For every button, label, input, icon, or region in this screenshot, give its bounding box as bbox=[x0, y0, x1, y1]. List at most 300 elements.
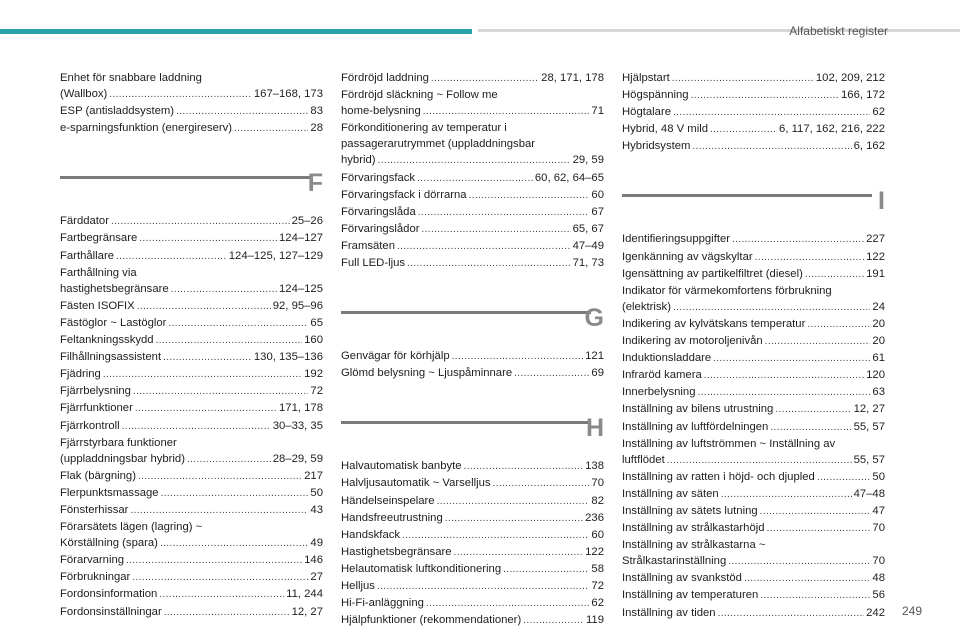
entry-term: hybrid) bbox=[341, 154, 376, 167]
index-entry bbox=[60, 519, 323, 552]
section-header bbox=[341, 404, 604, 458]
entry-page-refs: 6, 162 bbox=[853, 140, 885, 153]
leader-dots bbox=[445, 511, 583, 527]
index-entry bbox=[60, 383, 323, 400]
entry-row bbox=[622, 333, 885, 350]
leader-dots bbox=[718, 606, 865, 622]
entry-page-refs: 47 bbox=[872, 504, 885, 517]
entry-page-refs: 60 bbox=[591, 528, 604, 541]
index-entry bbox=[341, 458, 604, 475]
index-entry bbox=[341, 493, 604, 510]
entry-row bbox=[60, 569, 323, 586]
index-entry bbox=[622, 537, 885, 570]
entry-term: Genvägar för körhjälp bbox=[341, 350, 450, 363]
entry-term: Fästöglor ~ Lastöglor bbox=[60, 316, 167, 329]
entry-page-refs: 28–29, 59 bbox=[272, 452, 323, 465]
entry-row bbox=[341, 595, 604, 612]
section-divider bbox=[60, 176, 310, 179]
entry-row bbox=[622, 316, 885, 333]
entry-term: Glömd belysning ~ Ljuspåminnare bbox=[341, 367, 513, 380]
entry-row bbox=[60, 103, 323, 120]
index-entry bbox=[622, 401, 885, 418]
index-entry bbox=[60, 485, 323, 502]
entry-text-line: Farthållning via bbox=[60, 266, 137, 279]
index-entry bbox=[60, 400, 323, 417]
index-entry bbox=[341, 561, 604, 578]
entry-term: Feltankningsskydd bbox=[60, 334, 154, 347]
leader-dots bbox=[378, 153, 571, 169]
entry-term: Hjälpstart bbox=[622, 72, 670, 84]
leader-dots bbox=[122, 419, 271, 435]
entry-term: Förarvarning bbox=[60, 554, 125, 567]
entry-row bbox=[622, 401, 885, 418]
entry-term: Körställning (spara) bbox=[60, 537, 158, 550]
entry-text-line: Inställning av luftströmmen ~ Inställning av bbox=[622, 437, 836, 450]
entry-page-refs: 191 bbox=[866, 267, 885, 280]
entry-page-refs: 63 bbox=[872, 386, 885, 399]
entry-row bbox=[60, 383, 323, 400]
leader-dots bbox=[469, 188, 590, 204]
entry-term: Flerpunktsmassage bbox=[60, 486, 159, 499]
index-entry bbox=[60, 435, 323, 468]
entry-page-refs: 124–125, 127–129 bbox=[228, 249, 323, 262]
index-entry bbox=[341, 187, 604, 204]
entry-row bbox=[341, 204, 604, 221]
leader-dots bbox=[672, 71, 814, 87]
index-entry bbox=[60, 103, 323, 120]
index-entry bbox=[622, 283, 885, 316]
leader-dots bbox=[692, 139, 851, 155]
entry-term: Identifieringsuppgifter bbox=[622, 233, 731, 246]
leader-dots bbox=[397, 239, 571, 255]
entry-row bbox=[622, 419, 885, 436]
leader-dots bbox=[454, 545, 584, 561]
leader-dots bbox=[418, 205, 590, 221]
entry-row bbox=[60, 349, 323, 366]
index-entry bbox=[60, 315, 323, 332]
leader-dots bbox=[691, 88, 839, 104]
entry-row bbox=[60, 120, 323, 137]
entry-term: Handsfreeutrustning bbox=[341, 511, 443, 524]
entry-row bbox=[60, 298, 323, 315]
entry-row bbox=[341, 238, 604, 255]
entry-page-refs: 61 bbox=[872, 352, 885, 365]
entry-row bbox=[622, 553, 885, 570]
entry-term: Hi-Fi-anläggning bbox=[341, 597, 424, 610]
entry-term: Inställning av tiden bbox=[622, 606, 716, 619]
index-entry bbox=[341, 544, 604, 561]
entry-term: Fordonsinformation bbox=[60, 588, 158, 601]
entry-term: Förvaringslådor bbox=[341, 222, 420, 235]
entry-term: Inställning av sätets lutning bbox=[622, 504, 758, 517]
leader-dots bbox=[161, 486, 309, 502]
leader-dots bbox=[728, 554, 870, 570]
entry-term: home-belysning bbox=[341, 105, 421, 118]
entry-page-refs: 192 bbox=[304, 368, 323, 381]
entry-page-refs: 20 bbox=[872, 335, 885, 348]
entry-page-refs: 47–48 bbox=[853, 487, 885, 500]
section-header bbox=[341, 294, 604, 348]
entry-term: Igenkänning av vägskyltar bbox=[622, 250, 753, 263]
entry-page-refs: 43 bbox=[310, 503, 323, 516]
entry-page-refs: 171, 178 bbox=[279, 402, 323, 415]
entry-term: Fjärrfunktioner bbox=[60, 402, 133, 415]
entry-page-refs: 138 bbox=[585, 460, 604, 473]
index-column-3 bbox=[622, 70, 885, 622]
leader-dots bbox=[697, 385, 870, 401]
entry-row bbox=[622, 520, 885, 537]
entry-row bbox=[622, 87, 885, 104]
entry-row bbox=[60, 86, 323, 103]
entry-term: Inställning av ratten i höjd- och djupled bbox=[622, 470, 815, 483]
leader-dots bbox=[126, 553, 302, 569]
leader-dots bbox=[139, 231, 277, 247]
leader-dots bbox=[431, 71, 539, 87]
entry-page-refs: 236 bbox=[585, 511, 604, 524]
entry-page-refs: 28, 171, 178 bbox=[541, 72, 604, 84]
entry-page-refs: 69 bbox=[591, 367, 604, 380]
entry-term: Hybridsystem bbox=[622, 140, 691, 153]
leader-dots bbox=[377, 579, 590, 595]
entry-text-line: Fjärrstyrbara funktioner bbox=[60, 436, 177, 449]
entry-row bbox=[622, 367, 885, 384]
entry-row bbox=[622, 266, 885, 283]
entry-page-refs: 67 bbox=[591, 205, 604, 218]
leader-dots bbox=[452, 349, 584, 365]
entry-page-refs: 25–26 bbox=[291, 215, 323, 228]
leader-dots bbox=[133, 384, 308, 400]
entry-page-refs: 27 bbox=[310, 571, 323, 584]
entry-term: Inställning av temperaturen bbox=[622, 589, 759, 602]
index-entry bbox=[622, 316, 885, 333]
entry-row bbox=[60, 451, 323, 468]
entry-term: e-sparningsfunktion (energireserv) bbox=[60, 122, 233, 135]
leader-dots bbox=[775, 402, 851, 418]
index-entry bbox=[622, 249, 885, 266]
entry-page-refs: 65, 67 bbox=[572, 222, 604, 235]
index-entry bbox=[622, 503, 885, 520]
entry-term: Högspänning bbox=[622, 89, 689, 102]
entry-page-refs: 146 bbox=[304, 554, 323, 567]
index-entry bbox=[622, 384, 885, 401]
entry-page-refs: 71 bbox=[591, 105, 604, 118]
entry-page-refs: 60 bbox=[591, 188, 604, 201]
leader-dots bbox=[493, 476, 590, 492]
leader-dots bbox=[767, 521, 871, 537]
entry-row bbox=[341, 561, 604, 578]
index-entry bbox=[60, 332, 323, 349]
leader-dots bbox=[437, 494, 590, 510]
page-header-title: Alfabetiskt register bbox=[789, 24, 888, 38]
entry-term: Framsäten bbox=[341, 239, 395, 252]
entry-row bbox=[341, 578, 604, 595]
entry-term: (elektrisk) bbox=[622, 300, 671, 313]
entry-term: Inställning av strålkastarhöjd bbox=[622, 522, 765, 535]
entry-term: ESP (antisladdsystem) bbox=[60, 105, 175, 118]
index-entry bbox=[622, 266, 885, 283]
entry-term: Indikering av motoroljenivån bbox=[622, 335, 763, 348]
entry-term: luftflödet bbox=[622, 453, 665, 466]
index-entry bbox=[60, 120, 323, 137]
index-entry bbox=[341, 578, 604, 595]
entry-term: Indikering av kylvätskans temperatur bbox=[622, 317, 806, 330]
entry-page-refs: 6, 117, 162, 216, 222 bbox=[779, 123, 885, 136]
leader-dots bbox=[710, 122, 777, 138]
entry-page-refs: 70 bbox=[591, 477, 604, 490]
entry-page-refs: 48 bbox=[872, 572, 885, 585]
leader-dots bbox=[137, 299, 271, 315]
leader-dots bbox=[164, 605, 290, 621]
entry-row bbox=[60, 230, 323, 247]
leader-dots bbox=[673, 105, 870, 121]
entry-page-refs: 72 bbox=[591, 579, 604, 592]
leader-dots bbox=[171, 282, 277, 298]
header-accent-bar bbox=[0, 29, 472, 34]
leader-dots bbox=[132, 570, 308, 586]
entry-term: Inställning av säten bbox=[622, 487, 719, 500]
entry-page-refs: 58 bbox=[591, 562, 604, 575]
entry-page-refs: 102, 209, 212 bbox=[815, 72, 885, 84]
index-entry bbox=[622, 367, 885, 384]
entry-page-refs: 56 bbox=[872, 589, 885, 602]
entry-page-refs: 50 bbox=[872, 470, 885, 483]
entry-page-refs: 83 bbox=[310, 105, 323, 118]
index-entry bbox=[622, 605, 885, 622]
index-entry bbox=[622, 138, 885, 155]
index-entry bbox=[60, 468, 323, 485]
entry-row bbox=[622, 469, 885, 486]
entry-page-refs: 24 bbox=[872, 300, 885, 313]
entry-term: Hjälpfunktioner (rekommendationer) bbox=[341, 614, 522, 627]
leader-dots bbox=[156, 333, 303, 349]
index-column-1 bbox=[60, 70, 323, 621]
entry-page-refs: 29, 59 bbox=[572, 154, 604, 167]
index-entry bbox=[60, 213, 323, 230]
entry-row bbox=[622, 121, 885, 138]
index-entry bbox=[622, 587, 885, 604]
entry-page-refs: 60, 62, 64–65 bbox=[534, 171, 604, 184]
entry-row bbox=[341, 187, 604, 204]
leader-dots bbox=[713, 351, 870, 367]
entry-page-refs: 72 bbox=[310, 385, 323, 398]
entry-row bbox=[622, 350, 885, 367]
leader-dots bbox=[667, 453, 852, 469]
entry-page-refs: 62 bbox=[591, 597, 604, 610]
leader-dots bbox=[704, 368, 864, 384]
entry-row bbox=[60, 315, 323, 332]
index-entry bbox=[341, 70, 604, 87]
index-entry bbox=[341, 365, 604, 382]
index-entry bbox=[60, 366, 323, 383]
leader-dots bbox=[159, 587, 284, 603]
entry-page-refs: 227 bbox=[866, 233, 885, 246]
entry-row bbox=[60, 535, 323, 552]
entry-term: Inställning av svankstöd bbox=[622, 572, 742, 585]
entry-row bbox=[60, 248, 323, 265]
entry-row bbox=[622, 104, 885, 121]
leader-dots bbox=[770, 420, 851, 436]
index-entry bbox=[60, 70, 323, 103]
page-number: 249 bbox=[901, 604, 922, 618]
entry-row bbox=[622, 452, 885, 469]
entry-row bbox=[341, 475, 604, 492]
index-column-2 bbox=[341, 70, 604, 629]
entry-term: Fördröjd laddning bbox=[341, 72, 429, 84]
index-entry bbox=[60, 586, 323, 603]
index-entry bbox=[622, 570, 885, 587]
entry-row bbox=[622, 299, 885, 316]
entry-row bbox=[60, 604, 323, 621]
entry-row bbox=[622, 587, 885, 604]
entry-term: Igensättning av partikelfiltret (diesel) bbox=[622, 267, 803, 280]
index-entry bbox=[341, 475, 604, 492]
entry-row bbox=[341, 103, 604, 120]
index-entry bbox=[622, 87, 885, 104]
entry-page-refs: 12, 27 bbox=[291, 605, 323, 618]
leader-dots bbox=[138, 469, 302, 485]
entry-text-line: Fördröjd släckning ~ Follow me bbox=[341, 89, 498, 102]
leader-dots bbox=[160, 536, 308, 552]
entry-term: Full LED-ljus bbox=[341, 257, 406, 270]
entry-row bbox=[622, 570, 885, 587]
entry-page-refs: 92, 95–96 bbox=[272, 299, 323, 312]
index-entry bbox=[60, 349, 323, 366]
entry-term: Helautomatisk luftkonditionering bbox=[341, 562, 502, 575]
entry-page-refs: 47–49 bbox=[572, 239, 604, 252]
entry-page-refs: 55, 57 bbox=[853, 453, 885, 466]
entry-term: Hastighetsbegränsare bbox=[341, 545, 452, 558]
index-entry bbox=[622, 469, 885, 486]
leader-dots bbox=[721, 487, 852, 503]
section-header bbox=[60, 159, 323, 213]
index-entry bbox=[341, 120, 604, 169]
leader-dots bbox=[805, 267, 864, 283]
leader-dots bbox=[817, 470, 871, 486]
entry-term: Fjädring bbox=[60, 368, 101, 381]
entry-row bbox=[341, 612, 604, 629]
entry-row bbox=[341, 170, 604, 187]
entry-page-refs: 20 bbox=[872, 317, 885, 330]
index-entry bbox=[622, 231, 885, 248]
entry-row bbox=[341, 152, 604, 169]
leader-dots bbox=[402, 528, 589, 544]
entry-term: Händelseinspelare bbox=[341, 494, 435, 507]
leader-dots bbox=[111, 214, 290, 230]
section-divider bbox=[341, 311, 591, 314]
entry-page-refs: 30–33, 35 bbox=[272, 419, 323, 432]
entry-row bbox=[341, 493, 604, 510]
entry-term: (uppladdningsbar hybrid) bbox=[60, 452, 185, 465]
entry-page-refs: 65 bbox=[310, 316, 323, 329]
entry-term: Flak (bärgning) bbox=[60, 469, 136, 482]
section-letter: F bbox=[307, 169, 323, 198]
entry-term: Fästen ISOFIX bbox=[60, 299, 135, 312]
index-entry bbox=[60, 230, 323, 247]
index-entry bbox=[341, 170, 604, 187]
entry-page-refs: 166, 172 bbox=[841, 89, 885, 102]
leader-dots bbox=[760, 504, 871, 520]
entry-term: Hybrid, 48 V mild bbox=[622, 123, 709, 136]
entry-page-refs: 122 bbox=[866, 250, 885, 263]
entry-row bbox=[60, 400, 323, 417]
leader-dots bbox=[421, 222, 570, 238]
index-entry bbox=[622, 333, 885, 350]
index-entry bbox=[341, 221, 604, 238]
entry-page-refs: 120 bbox=[866, 369, 885, 382]
leader-dots bbox=[760, 588, 870, 604]
leader-dots bbox=[503, 562, 589, 578]
entry-term: Fordonsinställningar bbox=[60, 605, 162, 618]
entry-page-refs: 55, 57 bbox=[853, 420, 885, 433]
entry-term: Filhållningsassistent bbox=[60, 351, 162, 364]
index-entry bbox=[622, 520, 885, 537]
index-entry bbox=[60, 569, 323, 586]
entry-page-refs: 160 bbox=[304, 334, 323, 347]
entry-row bbox=[60, 332, 323, 349]
section-letter: H bbox=[585, 414, 604, 443]
index-entry bbox=[622, 419, 885, 436]
entry-text-line: Enhet för snabbare laddning bbox=[60, 72, 202, 84]
index-entry bbox=[341, 612, 604, 629]
leader-dots bbox=[417, 171, 533, 187]
entry-page-refs: 124–127 bbox=[279, 232, 323, 245]
entry-row bbox=[60, 213, 323, 230]
entry-term: Fartbegränsare bbox=[60, 232, 138, 245]
entry-page-refs: 130, 135–136 bbox=[253, 351, 323, 364]
entry-text-line: Indikator för värmekomfortens förbrukning bbox=[622, 284, 832, 297]
entry-page-refs: 62 bbox=[872, 106, 885, 119]
entry-text-line: passagerarutrymmet (uppladdningsbar bbox=[341, 138, 536, 151]
leader-dots bbox=[807, 317, 870, 333]
entry-term: Infraröd kamera bbox=[622, 369, 702, 382]
index-entry bbox=[60, 418, 323, 435]
entry-page-refs: 121 bbox=[585, 350, 604, 363]
section-divider bbox=[622, 194, 872, 197]
leader-dots bbox=[423, 104, 590, 120]
section-header bbox=[622, 177, 885, 231]
index-entry bbox=[341, 527, 604, 544]
entry-row bbox=[60, 485, 323, 502]
leader-dots bbox=[116, 249, 227, 265]
entry-row bbox=[341, 365, 604, 382]
entry-page-refs: 217 bbox=[304, 469, 323, 482]
leader-dots bbox=[514, 366, 589, 382]
index-entry bbox=[341, 204, 604, 221]
entry-row bbox=[341, 527, 604, 544]
entry-row bbox=[622, 138, 885, 155]
index-entry bbox=[60, 248, 323, 265]
entry-term: Inställning av luftfördelningen bbox=[622, 420, 769, 433]
entry-term: Fjärrkontroll bbox=[60, 419, 120, 432]
index-entry bbox=[341, 510, 604, 527]
entry-row bbox=[341, 510, 604, 527]
entry-row bbox=[622, 231, 885, 248]
entry-row bbox=[341, 70, 604, 87]
leader-dots bbox=[732, 232, 864, 248]
entry-row bbox=[60, 552, 323, 569]
index-entry bbox=[341, 238, 604, 255]
entry-page-refs: 11, 244 bbox=[286, 588, 323, 601]
index-entry bbox=[341, 595, 604, 612]
entry-row bbox=[341, 255, 604, 272]
entry-term: Färddator bbox=[60, 215, 109, 228]
entry-page-refs: 119 bbox=[585, 614, 604, 627]
index-entry bbox=[60, 552, 323, 569]
leader-dots bbox=[744, 571, 870, 587]
entry-term: hastighetsbegränsare bbox=[60, 282, 169, 295]
entry-row bbox=[60, 468, 323, 485]
entry-term: Förvaringslåda bbox=[341, 205, 416, 218]
